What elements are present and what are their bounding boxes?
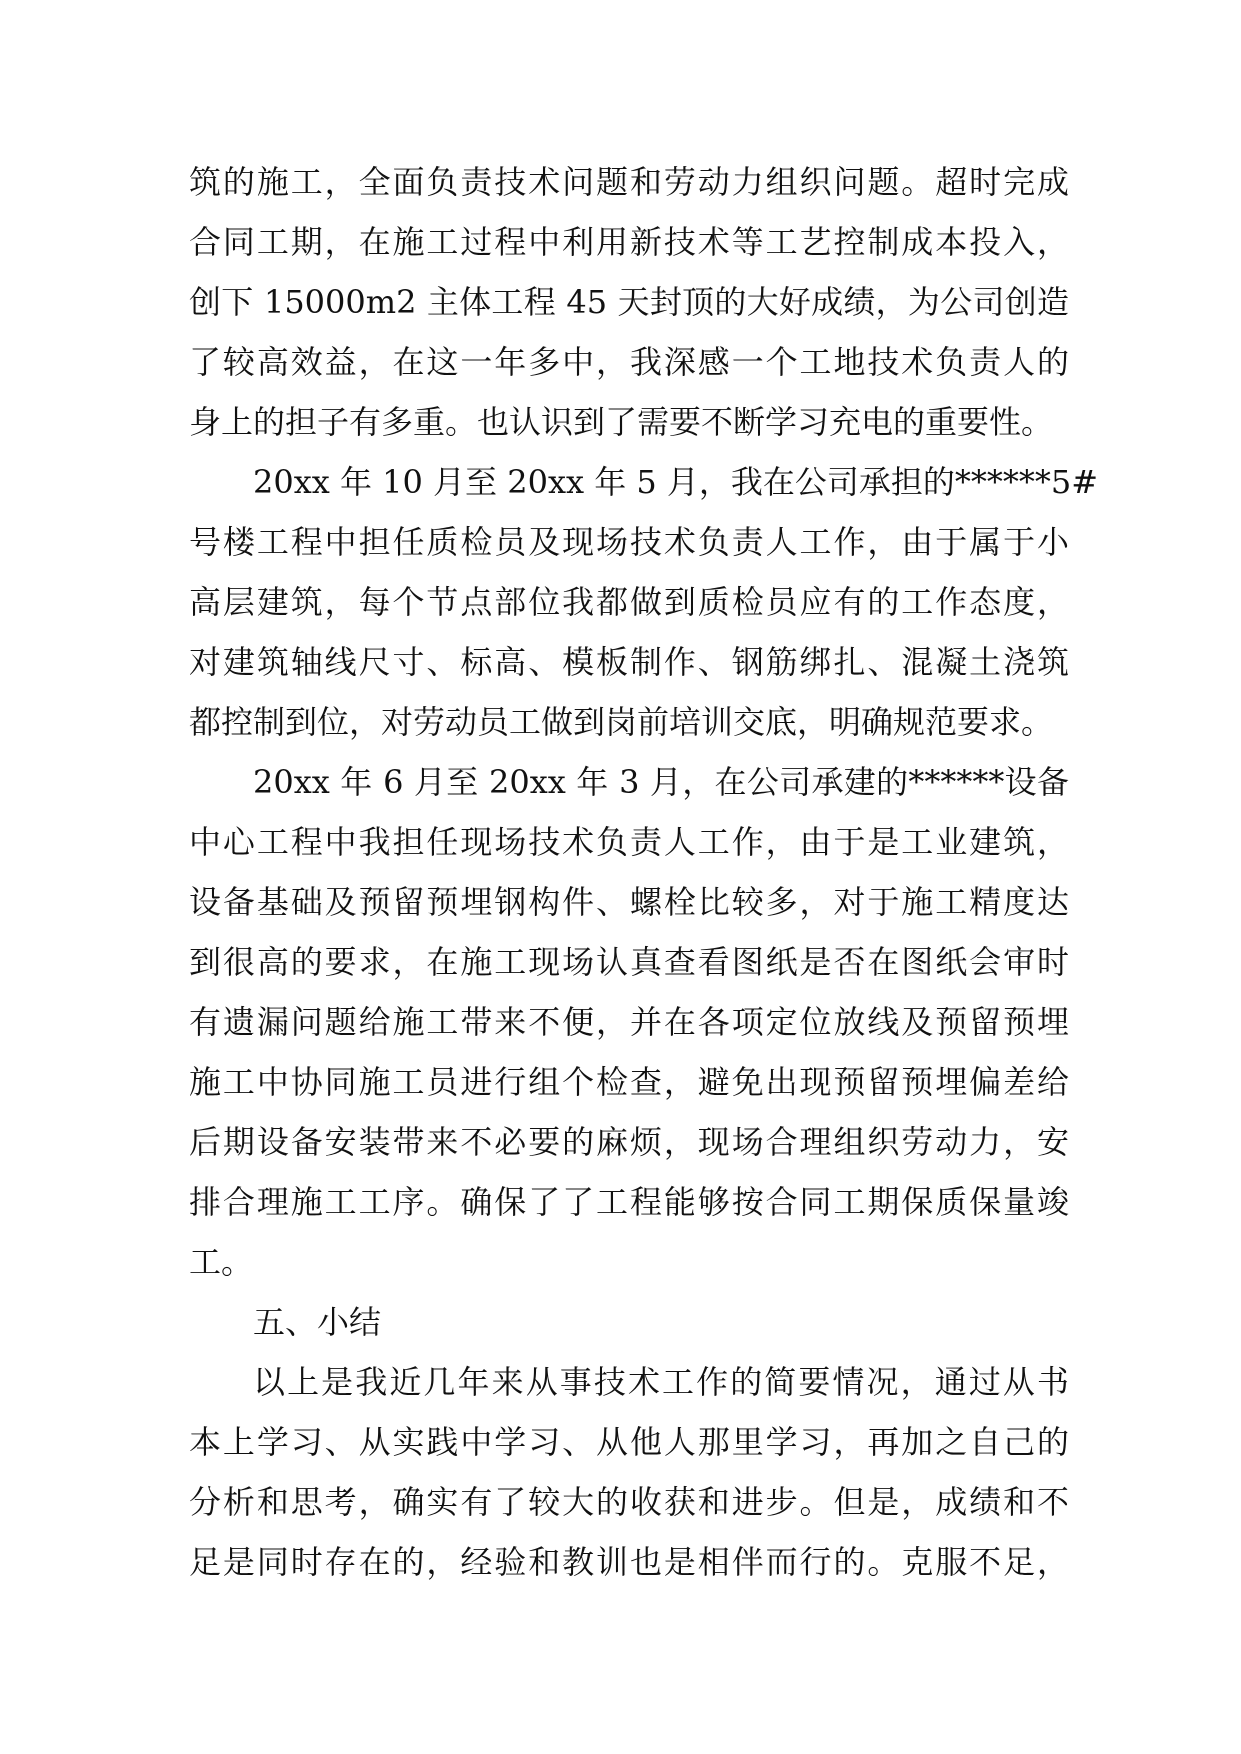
paragraph-line: 20xx 年 6 月至 20xx 年 3 月，在公司承建的******设备: [253, 763, 1069, 801]
paragraph-line: 足是同时存在的，经验和教训也是相伴而行的。克服不足，: [189, 1543, 1069, 1581]
paragraph-line: 工。: [189, 1243, 254, 1281]
paragraph-line: 后期设备安装带来不必要的麻烦，现场合理组织劳动力，安: [189, 1123, 1069, 1161]
paragraph-line: 创下 15000m2 主体工程 45 天封顶的大好成绩，为公司创造: [189, 283, 1069, 321]
paragraph-line: 中心工程中我担任现场技术负责人工作，由于是工业建筑，: [189, 823, 1069, 861]
body-text: [189, 152, 1099, 1592]
paragraph-line: 以上是我近几年来从事技术工作的简要情况，通过从书: [253, 1363, 1069, 1401]
paragraph-line: 高层建筑，每个节点部位我都做到质检员应有的工作态度，: [189, 583, 1069, 621]
paragraph-line: 号楼工程中担任质检员及现场技术负责人工作，由于属于小: [189, 523, 1069, 561]
paragraph-line: 了较高效益，在这一年多中，我深感一个工地技术负责人的: [189, 343, 1069, 381]
paragraph-line: 身上的担子有多重。也认识到了需要不断学习充电的重要性。: [189, 403, 1054, 441]
paragraph-line: 本上学习、从实践中学习、从他人那里学习，再加之自己的: [189, 1423, 1069, 1461]
paragraph-line: 有遗漏问题给施工带来不便，并在各项定位放线及预留预埋: [189, 1003, 1069, 1041]
paragraph-line: 设备基础及预留预埋钢构件、螺栓比较多，对于施工精度达: [189, 883, 1069, 921]
paragraph-line: 20xx 年 10 月至 20xx 年 5 月，我在公司承担的******5#: [253, 463, 1099, 501]
paragraph-line: 合同工期，在施工过程中利用新技术等工艺控制成本投入，: [189, 223, 1069, 261]
section-heading: 五、小结: [253, 1303, 382, 1341]
paragraph-line: 施工中协同施工员进行组个检查，避免出现预留预埋偏差给: [189, 1063, 1069, 1101]
paragraph-line: 到很高的要求，在施工现场认真查看图纸是否在图纸会审时: [189, 943, 1069, 981]
paragraph-line: 都控制到位，对劳动员工做到岗前培训交底，明确规范要求。: [189, 703, 1054, 741]
paragraph-line: 排合理施工工序。确保了了工程能够按合同工期保质保量竣: [189, 1183, 1069, 1221]
paragraph-line: 分析和思考，确实有了较大的收获和进步。但是，成绩和不: [189, 1483, 1069, 1521]
paragraph-line: 对建筑轴线尺寸、标高、模板制作、钢筋绑扎、混凝土浇筑: [189, 643, 1069, 681]
paragraph-line: 筑的施工，全面负责技术问题和劳动力组织问题。超时完成: [189, 163, 1069, 201]
